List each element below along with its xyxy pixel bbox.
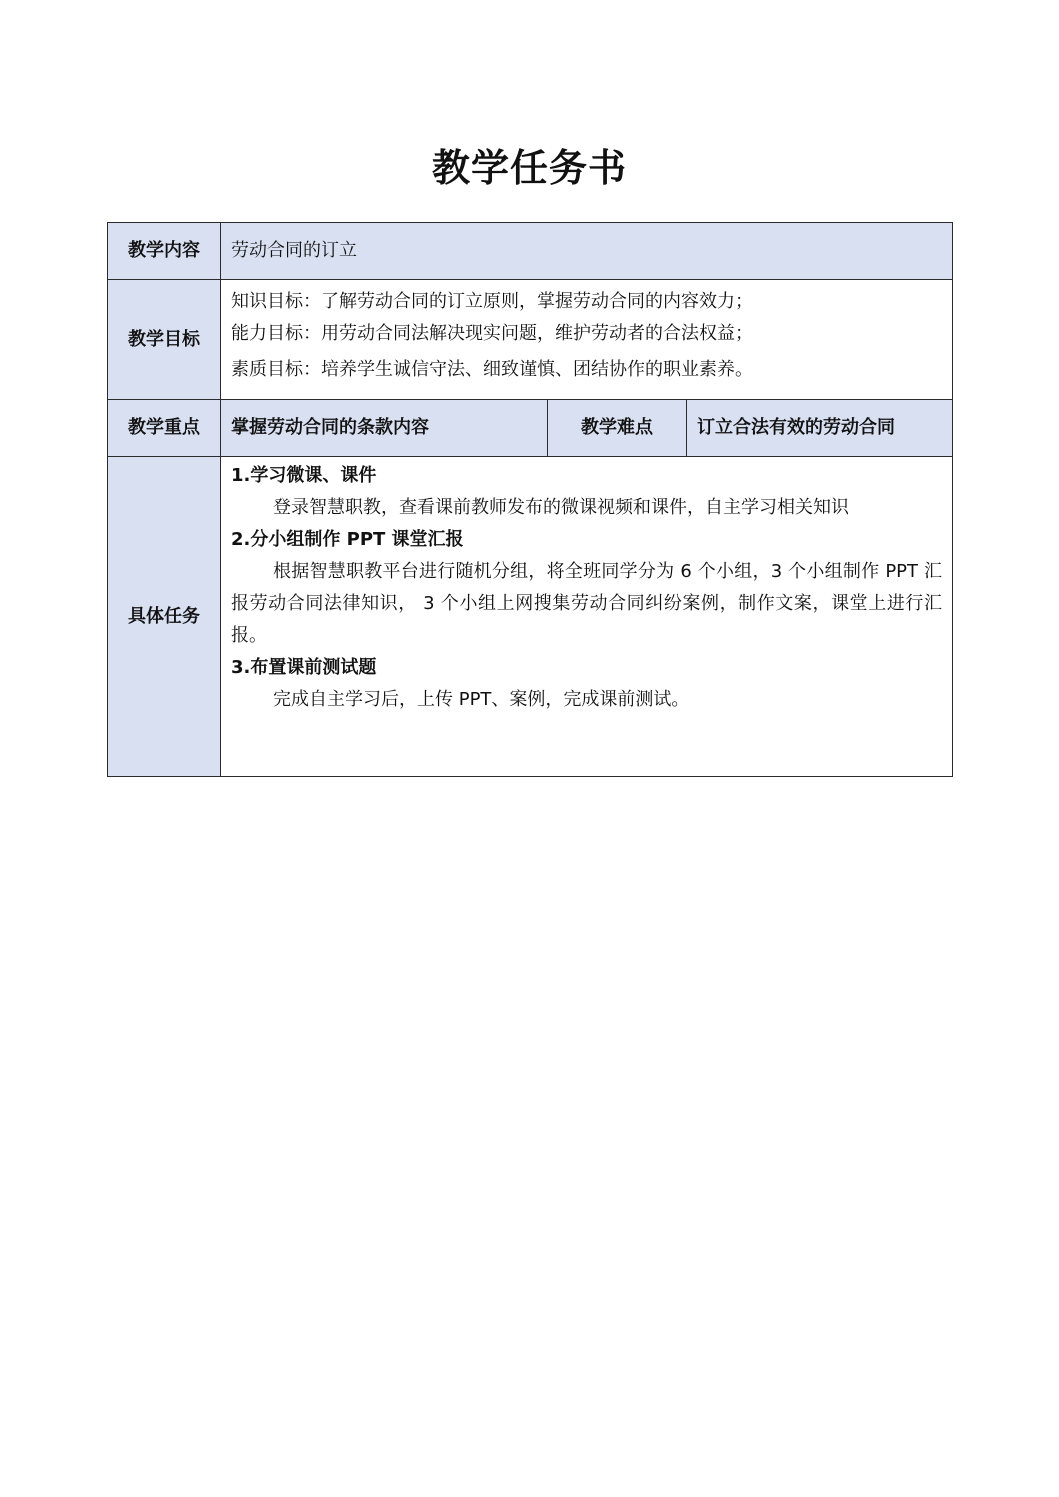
page-title: 教学任务书 bbox=[431, 146, 627, 190]
task-3-heading: 3.布置课前测试题 bbox=[231, 657, 377, 678]
value-teaching-content: 劳动合同的订立 bbox=[221, 223, 953, 280]
value-teaching-difficulty: 订立合法有效的劳动合同 bbox=[687, 400, 953, 457]
label-teaching-difficulty: 教学难点 bbox=[548, 400, 687, 457]
row-specific-tasks bbox=[108, 457, 953, 777]
value-specific-tasks bbox=[221, 457, 953, 777]
task-1-heading: 1.学习微课、课件 bbox=[231, 465, 377, 486]
label-teaching-focus: 教学重点 bbox=[108, 400, 221, 457]
row-teaching-focus bbox=[108, 400, 953, 457]
label-specific-tasks: 具体任务 bbox=[108, 457, 221, 777]
task-2-heading: 2.分小组制作 PPT 课堂汇报 bbox=[231, 529, 464, 550]
value-teaching-focus: 掌握劳动合同的条款内容 bbox=[221, 400, 548, 457]
row-teaching-content bbox=[108, 223, 953, 280]
goal-ability: 能力目标：用劳动合同法解决现实问题，维护劳动者的合法权益； bbox=[231, 322, 753, 344]
teaching-task-table bbox=[107, 222, 953, 777]
value-teaching-goals bbox=[221, 280, 953, 400]
label-teaching-goals: 教学目标 bbox=[108, 280, 221, 400]
goal-knowledge: 知识目标：了解劳动合同的订立原则，掌握劳动合同的内容效力； bbox=[231, 290, 753, 312]
task-2-body: 根据智慧职教平台进行随机分组，将全班同学分为 6 个小组，3 个小组制作 PPT 汇报劳动合同法律知识， 3 个小组上网搜集劳动合同纠纷案例，制作文案，课堂上进行汇报。 bbox=[231, 561, 942, 646]
task-1-body: 登录智慧职教，查看课前教师发布的微课视频和课件，自主学习相关知识 bbox=[273, 497, 849, 518]
row-teaching-goals bbox=[108, 280, 953, 400]
goal-quality: 素质目标：培养学生诚信守法、细致谨慎、团结协作的职业素养。 bbox=[231, 358, 753, 380]
task-3-body: 完成自主学习后，上传 PPT、案例，完成课前测试。 bbox=[273, 689, 690, 710]
label-teaching-content: 教学内容 bbox=[108, 223, 221, 280]
